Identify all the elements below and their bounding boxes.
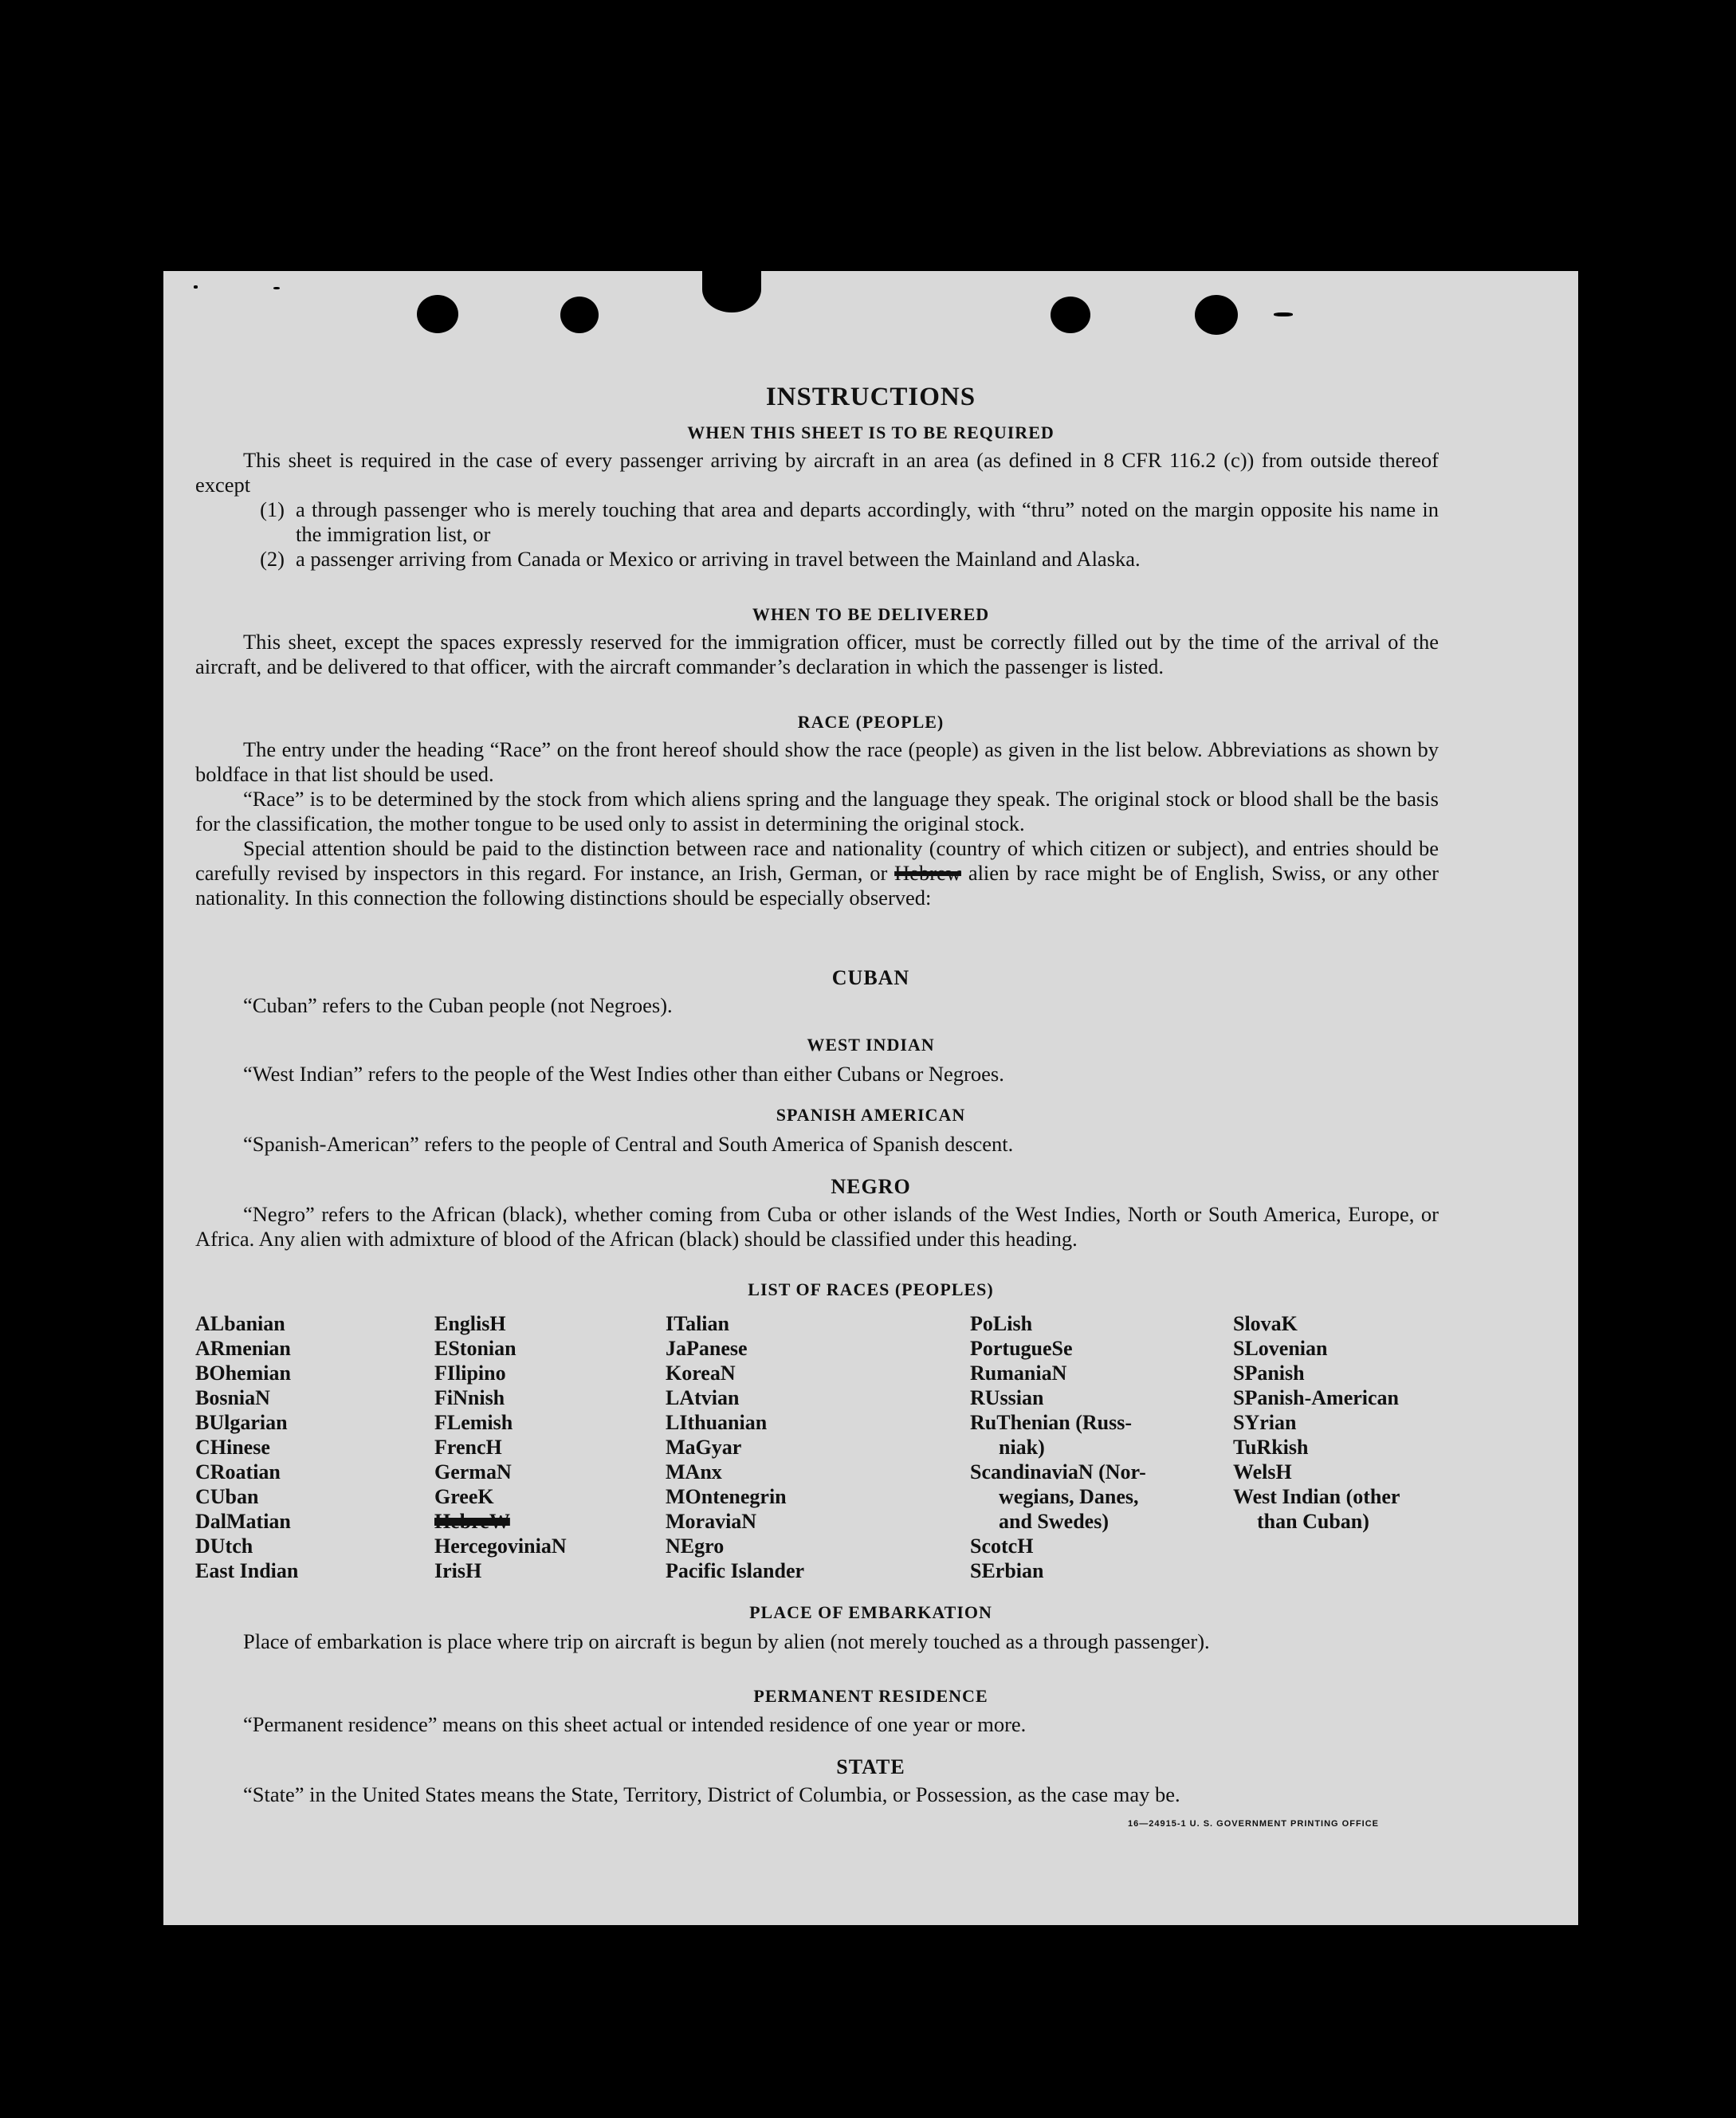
race-entry: TuRkish — [1233, 1436, 1309, 1459]
race-column-5 — [1233, 1311, 1400, 1534]
document-sheet — [163, 271, 1578, 1925]
embarkation-text: Place of embarkation is place where trip on aircraft is begun by alien (not merely touched as a through passenger). — [243, 1629, 1210, 1653]
page-title: INSTRUCTIONS — [765, 383, 976, 411]
race-entry: SPanish-American — [1233, 1386, 1399, 1409]
race-entry: CRoatian — [195, 1460, 281, 1483]
race-entry: GermaN — [434, 1460, 512, 1483]
west-indian-text: “West Indian” refers to the people of the West Indies other than either Cubans or Negroes. — [243, 1062, 1004, 1086]
race-p2: “Race” is to be determined by the stock from which aliens spring and the language they speak. The original stock or blood shall be the basis for the classification, the mother tongue to be used only to assist in determining the original stock. — [195, 787, 1439, 835]
section-spanish-american — [195, 1132, 1439, 1157]
race-entry: DUtch — [195, 1534, 253, 1558]
race-entry: RumaniaN — [970, 1362, 1067, 1385]
race-entry: FLemish — [434, 1411, 513, 1434]
race-entry: SErbian — [970, 1559, 1044, 1582]
race-entry: and Swedes) — [999, 1510, 1109, 1533]
race-entry: PoLish — [970, 1312, 1033, 1335]
race-entry: GreeK — [434, 1485, 494, 1508]
race-entry: RuThenian (Russ- — [970, 1411, 1133, 1434]
heading-state: STATE — [836, 1755, 905, 1778]
punch-hole — [1051, 297, 1090, 333]
race-entry: ScandinaviaN (Nor- — [970, 1460, 1146, 1483]
race-p3-rest: alien by race might be of English, Swiss, or any other nationality. In this connection the following distinctions should be especially observed: — [195, 861, 1439, 910]
cuban-text: “Cuban” refers to the Cuban people (not Negroes). — [243, 993, 673, 1017]
residence-text: “Permanent residence” means on this sheet actual or intended residence of one year or more. — [243, 1712, 1027, 1736]
item-text: a passenger arriving from Canada or Mexico or arriving in travel between the Mainland and Alaska. — [296, 547, 1141, 571]
race-column-1 — [195, 1311, 298, 1583]
race-p3 — [195, 836, 1439, 910]
section-negro — [195, 1202, 1439, 1252]
race-p1: The entry under the heading “Race” on the front hereof should show the race (people) as given in the list below. Abbreviations as shown by boldface in that list should be used. — [195, 737, 1439, 786]
punch-hole — [417, 295, 458, 333]
heading-west-indian: WEST INDIAN — [807, 1035, 935, 1055]
race-p3-text: Special attention should be paid to the distinction between race and nationality (country of which citizen or subject), and entries should be carefully revised by inspectors in this regard. For instance, an Irish, German, or — [195, 836, 1439, 885]
race-entry: SlovaK — [1233, 1312, 1298, 1335]
race-entry: niak) — [999, 1436, 1045, 1459]
race-entry: EStonian — [434, 1337, 516, 1360]
section-state — [195, 1782, 1439, 1807]
race-column-3 — [666, 1311, 804, 1583]
race-entry: RUssian — [970, 1386, 1044, 1409]
race-entry: BOhemian — [195, 1362, 291, 1385]
speck — [194, 285, 198, 289]
race-entry: MaGyar — [666, 1436, 742, 1459]
exception-item-2 — [195, 547, 1439, 572]
race-entry: DalMatian — [195, 1510, 291, 1533]
race-entry: SPanish — [1233, 1362, 1305, 1385]
race-entry: East Indian — [195, 1559, 299, 1582]
race-entry: SYrian — [1233, 1411, 1297, 1434]
race-entry: ITalian — [666, 1312, 729, 1335]
delivered-text: This sheet, except the spaces expressly reserved for the immigration officer, must be correctly filled out by the time of the arrival of the aircraft, and be delivered to that officer, with the aircraft commander’s declaration in which the passenger is listed. — [195, 630, 1439, 678]
race-entry-struck: HebreW — [434, 1510, 510, 1533]
heading-race: RACE (PEOPLE) — [797, 712, 945, 732]
race-entry: JaPanese — [666, 1337, 748, 1360]
race-entry: ALbanian — [195, 1312, 285, 1335]
race-entry: ScotcH — [970, 1534, 1034, 1558]
race-entry: CHinese — [195, 1436, 270, 1459]
heading-embarkation: PLACE OF EMBARKATION — [749, 1602, 992, 1622]
race-entry: Pacific Islander — [666, 1559, 805, 1582]
race-entry: EnglisH — [434, 1312, 506, 1335]
race-entry: NEgro — [666, 1534, 725, 1558]
race-entry: LAtvian — [666, 1386, 740, 1409]
race-entry: BUlgarian — [195, 1411, 288, 1434]
speck — [273, 287, 280, 289]
heading-required: WHEN THIS SHEET IS TO BE REQUIRED — [687, 422, 1055, 442]
punch-hole — [560, 297, 599, 333]
race-entry: SLovenian — [1233, 1337, 1328, 1360]
punch-hole — [1195, 295, 1238, 335]
section-required — [195, 448, 1439, 572]
section-residence — [195, 1712, 1439, 1737]
speck — [1274, 312, 1293, 316]
section-race — [195, 737, 1439, 910]
heading-race-list: LIST OF RACES (PEOPLES) — [748, 1279, 994, 1299]
race-entry: WelsH — [1233, 1460, 1292, 1483]
spanish-american-text: “Spanish-American” refers to the people of Central and South America of Spanish descent. — [243, 1132, 1014, 1156]
race-entry: FrencH — [434, 1436, 502, 1459]
heading-negro: NEGRO — [831, 1175, 911, 1198]
exception-item-1 — [195, 497, 1439, 547]
negro-text: “Negro” refers to the African (black), whether coming from Cuba or other islands of the West Indies, North or South America, Europe, or Africa. Any alien with admixture of blood of the African (black) should be classified under this heading. — [195, 1202, 1439, 1251]
section-west-indian — [195, 1062, 1439, 1087]
race-entry: LIthuanian — [666, 1411, 768, 1434]
punch-hole — [702, 266, 761, 312]
race-entry: HercegoviniaN — [434, 1534, 567, 1558]
race-column-4 — [970, 1311, 1146, 1583]
section-delivered — [195, 630, 1439, 679]
required-intro: This sheet is required in the case of every passenger arriving by aircraft in an area (as defined in 8 CFR 116.2 (c)) from outside thereof except — [195, 448, 1439, 497]
heading-spanish-american: SPANISH AMERICAN — [776, 1105, 966, 1125]
item-text: a through passenger who is merely touching that area and departs accordingly, with “thru” noted on the margin opposite his name in the immigration list, or — [296, 497, 1439, 546]
heading-cuban: CUBAN — [831, 966, 910, 989]
struck-word: Hebrew — [894, 861, 961, 885]
race-entry: FiNnish — [434, 1386, 505, 1409]
race-entry: CUban — [195, 1485, 259, 1508]
race-column-2 — [434, 1311, 567, 1583]
race-entry: FIlipino — [434, 1362, 506, 1385]
race-entry: than Cuban) — [1257, 1510, 1369, 1533]
race-entry: MAnx — [666, 1460, 722, 1483]
race-entry: ARmenian — [195, 1337, 291, 1360]
race-entry: IrisH — [434, 1559, 482, 1582]
section-embarkation — [195, 1629, 1439, 1654]
race-entry: MoraviaN — [666, 1510, 757, 1533]
race-entry: PortugueSe — [970, 1337, 1073, 1360]
item-number: (2) — [260, 547, 285, 571]
section-cuban — [195, 993, 1439, 1018]
race-entry: West Indian (other — [1233, 1485, 1400, 1508]
print-code: 16—24915-1 U. S. GOVERNMENT PRINTING OFFICE — [1128, 1819, 1380, 1829]
race-entry: wegians, Danes, — [999, 1485, 1139, 1508]
item-number: (1) — [260, 497, 285, 521]
state-text: “State” in the United States means the State, Territory, District of Columbia, or Possession, as the case may be. — [243, 1782, 1180, 1806]
heading-delivered: WHEN TO BE DELIVERED — [752, 604, 990, 624]
race-entry: KoreaN — [666, 1362, 736, 1385]
race-entry: MOntenegrin — [666, 1485, 787, 1508]
race-entry: BosniaN — [195, 1386, 270, 1409]
heading-residence: PERMANENT RESIDENCE — [753, 1686, 988, 1706]
